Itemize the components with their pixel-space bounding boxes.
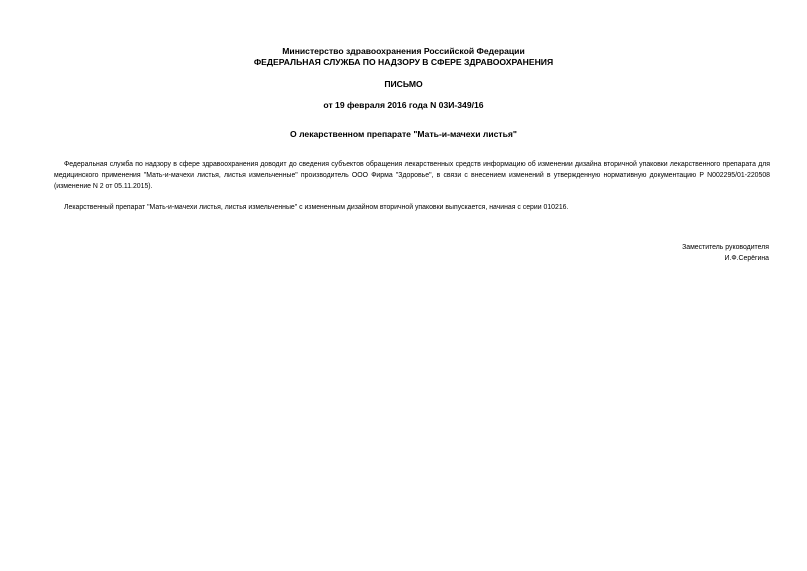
signature-position: Заместитель руководителя — [682, 244, 769, 251]
document-body-2 — [54, 202, 770, 213]
body-paragraph-2: Лекарственный препарат "Мать-и-мачехи листья, листья измельченные" с измененным дизайном вторичной упаковки выпускается, начиная с серии 010216. — [64, 204, 569, 211]
ministry-name: Министерство здравоохранения Российской Федерации — [282, 46, 525, 56]
service-name: ФЕДЕРАЛЬНАЯ СЛУЖБА ПО НАДЗОРУ В СФЕРЕ ЗДРАВООХРАНЕНИЯ — [253, 57, 554, 67]
document-date-number: от 19 февраля 2016 года N 03И-349/16 — [323, 100, 484, 110]
document-subject: О лекарственном препарате "Мать-и-мачехи листья" — [290, 129, 517, 139]
signature-name: И.Ф.Серёгина — [724, 255, 769, 262]
body-paragraph-1: Федеральная служба по надзору в сфере здравоохранения доводит до сведения субъектов обращения лекарственных средств информацию об изменении дизайна вторичной упаковки лекарственного препарата для медицинского применения "Мать-и-мачехи листья, листья измельченные" производитель ООО Фирма "Здоровье", в связи с внесением изменений в утвержденную нормативную документацию Р N002295/01-220508 (изменение N 2 от 05.11.2015). — [54, 161, 770, 190]
document-body — [54, 159, 770, 192]
document-type: ПИСЬМО — [384, 79, 423, 89]
